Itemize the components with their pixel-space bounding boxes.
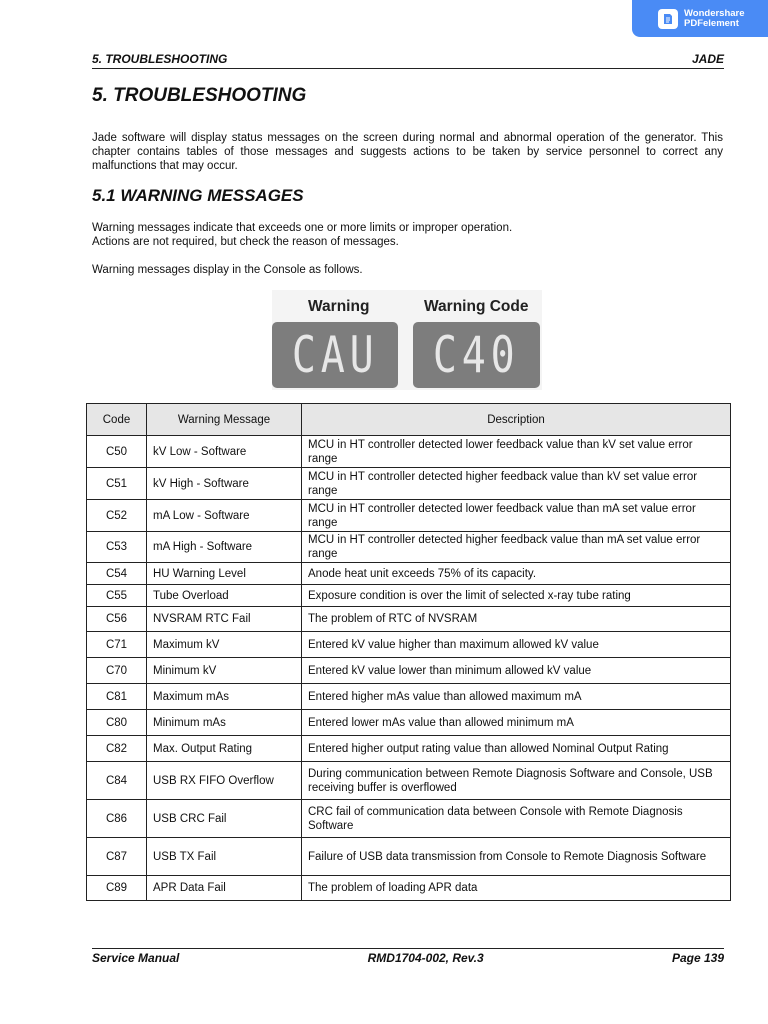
table-row bbox=[87, 838, 731, 876]
row-description: MCU in HT controller detected lower feedback value than mA set value error range bbox=[302, 500, 731, 532]
header-chapter: 5. TROUBLESHOOTING bbox=[92, 52, 228, 66]
table-row bbox=[87, 607, 731, 632]
row-code: C52 bbox=[87, 500, 147, 532]
table-row bbox=[87, 632, 731, 658]
warning-messages-table bbox=[86, 403, 731, 901]
footer-page-number: Page 139 bbox=[671, 951, 724, 965]
row-description: The problem of RTC of NVSRAM bbox=[302, 607, 731, 632]
row-code: C80 bbox=[87, 710, 147, 736]
row-description: Exposure condition is over the limit of selected x-ray tube rating bbox=[302, 585, 731, 607]
code-segment-display bbox=[413, 322, 540, 388]
badge-line-2: PDFelement bbox=[684, 17, 739, 29]
row-code: C82 bbox=[87, 736, 147, 762]
row-message: USB RX FIFO Overflow bbox=[147, 762, 302, 800]
page-footer bbox=[92, 948, 724, 965]
row-message: USB CRC Fail bbox=[147, 800, 302, 838]
row-description: The problem of loading APR data bbox=[302, 876, 731, 901]
row-code: C50 bbox=[87, 436, 147, 468]
table-row bbox=[87, 762, 731, 800]
table-row bbox=[87, 500, 731, 532]
row-code: C86 bbox=[87, 800, 147, 838]
row-message: Minimum mAs bbox=[147, 710, 302, 736]
row-message: Tube Overload bbox=[147, 585, 302, 607]
console-display-figure bbox=[272, 290, 542, 390]
pdfelement-badge[interactable] bbox=[632, 0, 768, 37]
table-row bbox=[87, 585, 731, 607]
row-description: During communication between Remote Diagnosis Software and Console, USB receiving buffer is overflowed bbox=[302, 762, 731, 800]
footer-manual: Service Manual bbox=[92, 951, 180, 965]
warning-segment-text: CAU bbox=[291, 326, 379, 384]
table-row bbox=[87, 468, 731, 500]
row-message: Maximum kV bbox=[147, 632, 302, 658]
badge-line-1: Wondershare bbox=[684, 7, 745, 19]
intro-paragraph: Jade software will display status messages on the screen during normal and abnormal operation of the generator. This chapter contains tables of those messages and suggests actions to be taken by service personnel to correct any malfunctions that may occur. bbox=[92, 132, 723, 173]
table-row bbox=[87, 736, 731, 762]
table-row bbox=[87, 684, 731, 710]
row-code: C51 bbox=[87, 468, 147, 500]
row-message: NVSRAM RTC Fail bbox=[147, 607, 302, 632]
row-description: Failure of USB data transmission from Console to Remote Diagnosis Software bbox=[302, 838, 731, 876]
row-code: C56 bbox=[87, 607, 147, 632]
row-code: C71 bbox=[87, 632, 147, 658]
row-description: CRC fail of communication data between Console with Remote Diagnosis Software bbox=[302, 800, 731, 838]
row-code: C55 bbox=[87, 585, 147, 607]
page-header bbox=[92, 52, 724, 69]
table-row bbox=[87, 658, 731, 684]
warning-description-1: Warning messages indicate that exceeds one or more limits or improper operation. bbox=[92, 222, 513, 234]
row-description: Entered kV value higher than maximum allowed kV value bbox=[302, 632, 731, 658]
row-message: kV High - Software bbox=[147, 468, 302, 500]
display-warning-label: Warning bbox=[308, 298, 370, 315]
table-header-row bbox=[87, 404, 731, 436]
row-message: mA High - Software bbox=[147, 532, 302, 563]
chapter-title: 5. TROUBLESHOOTING bbox=[92, 85, 307, 106]
pdfelement-badge-text bbox=[684, 9, 745, 29]
row-message: USB TX Fail bbox=[147, 838, 302, 876]
warning-description-2: Actions are not required, but check the reason of messages. bbox=[92, 236, 399, 248]
table-row bbox=[87, 436, 731, 468]
table-row bbox=[87, 710, 731, 736]
row-message: Maximum mAs bbox=[147, 684, 302, 710]
row-message: Max. Output Rating bbox=[147, 736, 302, 762]
row-code: C54 bbox=[87, 563, 147, 585]
row-code: C53 bbox=[87, 532, 147, 563]
row-description: MCU in HT controller detected higher feedback value than kV set value error range bbox=[302, 468, 731, 500]
table-row bbox=[87, 876, 731, 901]
row-description: Anode heat unit exceeds 75% of its capacity. bbox=[302, 563, 731, 585]
row-description: Entered kV value lower than minimum allowed kV value bbox=[302, 658, 731, 684]
row-code: C81 bbox=[87, 684, 147, 710]
footer-document-number: RMD1704-002, Rev.3 bbox=[367, 951, 484, 965]
row-code: C84 bbox=[87, 762, 147, 800]
row-description: Entered higher output rating value than allowed Nominal Output Rating bbox=[302, 736, 731, 762]
row-message: APR Data Fail bbox=[147, 876, 302, 901]
row-message: kV Low - Software bbox=[147, 436, 302, 468]
header-warning-message: Warning Message bbox=[147, 404, 302, 436]
code-segment-text: C40 bbox=[433, 326, 520, 384]
row-code: C89 bbox=[87, 876, 147, 901]
header-product: JADE bbox=[691, 52, 724, 66]
row-code: C87 bbox=[87, 838, 147, 876]
table-row bbox=[87, 563, 731, 585]
row-description: Entered higher mAs value than allowed maximum mA bbox=[302, 684, 731, 710]
pdfelement-logo-icon bbox=[658, 9, 678, 29]
row-description: MCU in HT controller detected lower feedback value than kV set value error range bbox=[302, 436, 731, 468]
table-row bbox=[87, 532, 731, 563]
row-message: HU Warning Level bbox=[147, 563, 302, 585]
header-description: Description bbox=[302, 404, 731, 436]
header-code: Code bbox=[87, 404, 147, 436]
row-code: C70 bbox=[87, 658, 147, 684]
row-description: Entered lower mAs value than allowed minimum mA bbox=[302, 710, 731, 736]
display-code-label: Warning Code bbox=[424, 298, 529, 315]
table-row bbox=[87, 800, 731, 838]
row-message: Minimum kV bbox=[147, 658, 302, 684]
section-title: 5.1 WARNING MESSAGES bbox=[92, 186, 304, 205]
row-message: mA Low - Software bbox=[147, 500, 302, 532]
warning-segment-display bbox=[272, 322, 398, 388]
row-description: MCU in HT controller detected higher feedback value than mA set value error range bbox=[302, 532, 731, 563]
warning-display-note: Warning messages display in the Console as follows. bbox=[92, 264, 363, 276]
